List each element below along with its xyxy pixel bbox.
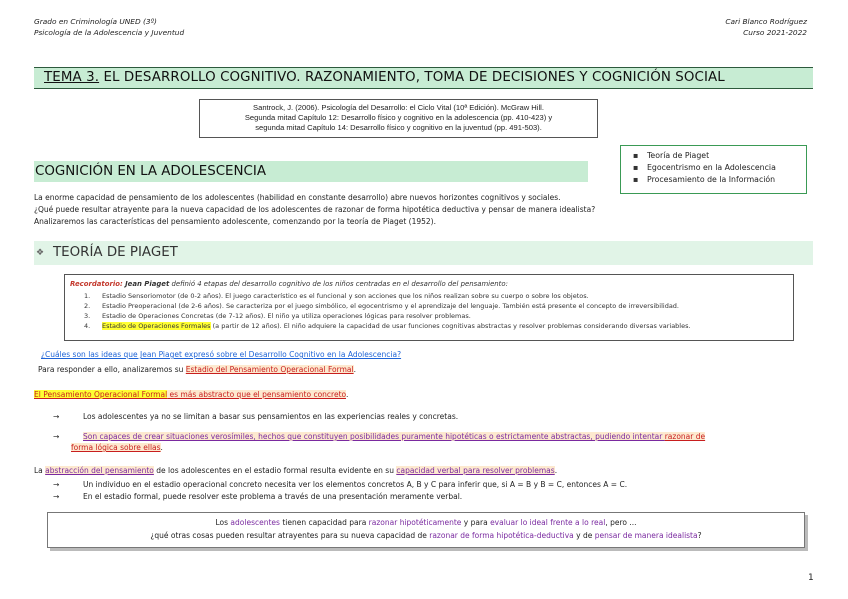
example-line: → En el estadio formal, puede resolver este problema a través de una presentación meramente verbal.: [53, 492, 463, 501]
summary-line: Los adolescentes tienen capacidad para razonar hipotéticamente y para evaluar lo ideal frente a lo real, pero ...: [215, 518, 637, 527]
toc-item[interactable]: ▪ Teoría de Piaget: [633, 150, 806, 162]
paragraph-line: La enorme capacidad de pensamiento de los adolescentes (habilidad en constante desarrollo) abre nuevos horizontes cognitivos y sociales.: [34, 193, 561, 202]
arrow-icon: →: [53, 432, 60, 441]
answer-link[interactable]: Estadio del Pensamiento Operacional Formal: [185, 365, 354, 374]
header-year: Curso 2021-2022: [743, 28, 807, 37]
answer-line: Para responder a ello, analizaremos su Estadio del Pensamiento Operacional Formal.: [38, 365, 356, 374]
reference-box: [199, 99, 598, 138]
header-subject: Psicología de la Adolescencia y Juventud: [34, 28, 185, 37]
arrow-icon: →: [53, 412, 60, 421]
reference-line: Segunda mitad Capítulo 12: Desarrollo físico y cognitivo en la adolescencia (pp. 410-423) y: [244, 113, 553, 122]
bullet-line-continued: forma lógica sobre ellas.: [71, 443, 163, 452]
header-author: Cari Blanco Rodríguez: [725, 17, 807, 26]
stage-item: 3. Estadio de Operaciones Concretas (de 7-12 años). El niño ya utiliza operaciones lógicas para resolver problemas.: [84, 312, 471, 320]
stage-item: 1. Estadio Sensoriomotor (de 0-2 años). El juego característico es el funcional y son acciones que los niños realizan sobre su cuerpo o sobre los objetos.: [84, 292, 589, 300]
formal-thought-phrase: es más abstracto que el pensamiento concreto: [167, 390, 346, 399]
paragraph-line: Analizaremos las características del pensamiento adolescente, comenzando por la teoría de Piaget (1952).: [34, 217, 436, 226]
section-heading-cognicion: COGNICIÓN EN LA ADOLESCENCIA: [35, 164, 266, 179]
header-course: Grado en Criminología UNED (3º): [34, 17, 157, 26]
diamond-bullet-icon: ❖: [36, 248, 45, 258]
bullet-line: → Los adolescentes ya no se limitan a basar sus pensamientos en las experiencias reales y concretas.: [53, 412, 459, 421]
reminder-text: definió 4 etapas del desarrollo cognitivo de los niños centradas en el desarrollo del pensamiento:: [169, 280, 508, 288]
arrow-icon: →: [53, 492, 60, 501]
page-title: [44, 68, 725, 88]
toc-item[interactable]: ▪ Egocentrismo en la Adolescencia: [633, 162, 806, 174]
toc-item[interactable]: ▪ Procesamiento de la Información: [633, 174, 806, 186]
abstraction-line: La abstracción del pensamiento de los adolescentes en el estadio formal resulta evidente en su capacidad verbal para resolver problemas.: [34, 466, 558, 475]
paragraph-line: ¿Qué puede resultar atrayente para la nueva capacidad de los adolescentes de razonar de forma hipotética deductiva y pensar de manera idealista?: [34, 205, 596, 214]
reminder-label: Recordatorio:: [70, 280, 123, 288]
page-number: 1: [808, 573, 814, 583]
stage-item: 2. Estadio Preoperacional (de 2-6 años). Se caracteriza por el juego simbólico, el egocentrismo y el aprendizaje del lenguaje. También está presente el concepto de irreversibilidad.: [84, 302, 679, 310]
question-link[interactable]: ¿Cuáles son las ideas que Jean Piaget expresó sobre el Desarrollo Cognitivo en la Adolescencia?: [41, 350, 402, 359]
reference-line: Santrock, J. (2006). Psicología del Desarrollo: el Ciclo Vital (10ª Edición). McGraw Hill.: [253, 103, 544, 112]
reminder-author: Jean Piaget: [122, 280, 170, 288]
bullet-line: → Son capaces de crear situaciones verosímiles, hechos que constituyen posibilidades puramente hipotéticas o estrictamente abstractas, pudiendo intentar razonar de: [53, 432, 706, 441]
example-line: → Un individuo en el estadio operacional concreto necesita ver los elementos concretos A, B y C para inferir que, si A = B y B = C, entonces A = C.: [53, 480, 628, 489]
stage-item: 4. Estadio de Operaciones Formales (a partir de 12 años). El niño adquiere la capacidad de usar funciones cognitivas abstractas y resolver problemas considerando diversas variables.: [84, 322, 691, 330]
summary-line: ¿qué otras cosas pueden resultar atrayentes para su nueva capacidad de razonar de forma hipotética-deductiva y de pensar de manera idealista?: [150, 531, 702, 540]
section-heading-piaget: TEORÍA DE PIAGET: [53, 245, 178, 260]
title-number: TEMA 3.: [44, 70, 100, 85]
reference-line: segunda mitad Capítulo 14: Desarrollo físico y cognitivo en la juventud (pp. 491-503).: [255, 123, 542, 132]
formal-thought-line: El Pensamiento Operacional Formal es más abstracto que el pensamiento concreto.: [34, 390, 349, 399]
title-text: EL DESARROLLO COGNITIVO. RAZONAMIENTO, TOMA DE DECISIONES Y COGNICIÓN SOCIAL: [99, 70, 725, 85]
formal-thought-highlight: El Pensamiento Operacional Formal: [34, 390, 168, 399]
stage-highlight: Estadio de Operaciones Formales: [102, 322, 211, 330]
reminder-heading: [70, 279, 508, 289]
arrow-icon: →: [53, 480, 60, 489]
toc-box: [620, 145, 807, 194]
